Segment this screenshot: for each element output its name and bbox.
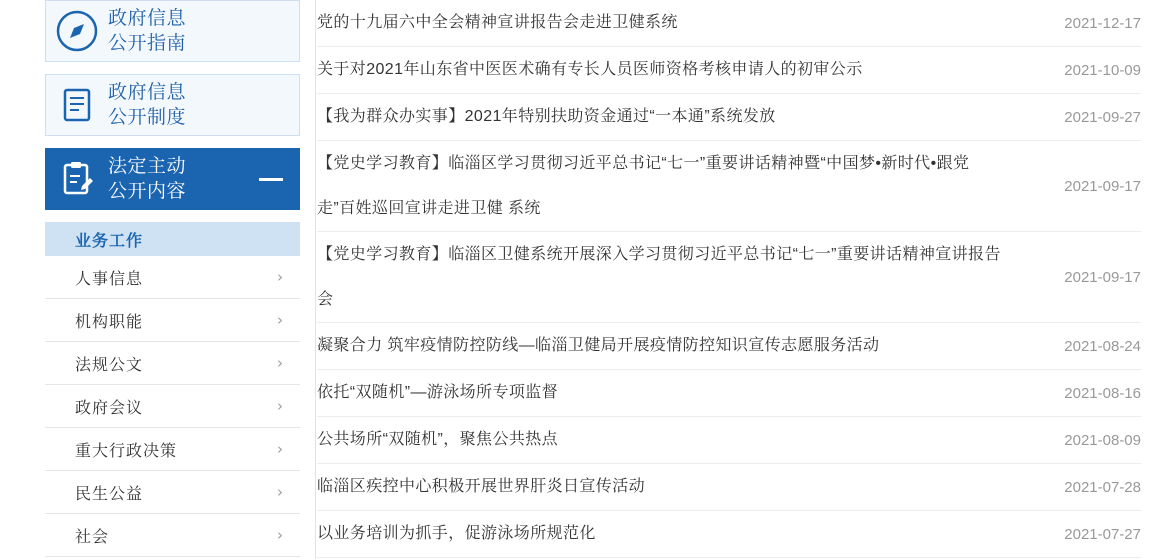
news-date: 2021-07-27 <box>1064 525 1141 543</box>
sidebar-card-content-line2: 公开内容 <box>108 181 187 202</box>
sidebar-item-public-welfare[interactable] <box>45 471 300 514</box>
sidebar-item-major-decisions-label: 重大行政决策 <box>75 442 178 460</box>
sidebar-card-content[interactable] <box>45 148 300 210</box>
list-item[interactable] <box>317 323 1141 370</box>
list-item[interactable] <box>317 511 1141 558</box>
chevron-right-icon: › <box>277 483 284 501</box>
chevron-right-icon: › <box>277 526 284 544</box>
news-date: 2021-09-17 <box>1064 177 1141 195</box>
news-title[interactable]: 凝聚合力 筑牢疫情防控防线—临淄卫健局开展疫情防控知识宣传志愿服务活动 <box>317 337 880 354</box>
list-item[interactable] <box>317 0 1141 47</box>
news-title[interactable]: 【党史学习教育】临淄区卫健系统开展深入学习贯彻习近平总书记“七一”重要讲话精神宣讲报告会 <box>317 246 1001 308</box>
sidebar-card-content-label <box>108 154 186 204</box>
compass-icon <box>46 1 108 61</box>
chevron-right-icon: › <box>277 354 284 372</box>
chevron-right-icon: › <box>277 440 284 458</box>
sidebar-item-personnel[interactable] <box>45 256 300 299</box>
sidebar-item-meetings[interactable] <box>45 385 300 428</box>
sidebar-item-regulations-label: 法规公文 <box>75 356 144 374</box>
sidebar-item-society[interactable] <box>45 514 300 557</box>
news-title[interactable]: 公共场所“双随机”，聚焦公共热点 <box>317 431 559 448</box>
sidebar-item-functions-label: 机构职能 <box>75 313 144 331</box>
clipboard-pen-icon <box>46 149 108 209</box>
sidebar-menu <box>45 256 300 557</box>
sidebar-item-meetings-label: 政府会议 <box>75 399 144 417</box>
sidebar-card-system-line2: 公开制度 <box>108 107 187 128</box>
news-title[interactable]: 党的十九届六中全会精神宣讲报告会走进卫健系统 <box>317 14 678 31</box>
news-date: 2021-12-17 <box>1064 14 1141 32</box>
news-date: 2021-09-27 <box>1064 108 1141 126</box>
sidebar-item-personnel-label: 人事信息 <box>75 270 144 288</box>
news-title[interactable]: 【我为群众办实事】2021年特别扶助资金通过“一本通”系统发放 <box>317 108 776 125</box>
list-item[interactable] <box>317 417 1141 464</box>
news-date: 2021-10-09 <box>1064 61 1141 79</box>
news-date: 2021-08-24 <box>1064 337 1141 355</box>
list-item[interactable] <box>317 370 1141 417</box>
sidebar-item-public-welfare-label: 民生公益 <box>75 485 144 503</box>
news-date: 2021-07-28 <box>1064 478 1141 496</box>
news-title[interactable]: 以业务培训为抓手，促游泳场所规范化 <box>317 525 596 542</box>
sidebar-card-guide-line2: 公开指南 <box>108 33 187 54</box>
chevron-right-icon: › <box>277 268 284 286</box>
chevron-right-icon: › <box>277 311 284 329</box>
list-item[interactable] <box>317 47 1141 94</box>
vertical-divider <box>315 0 316 559</box>
list-item[interactable] <box>317 94 1141 141</box>
list-item[interactable] <box>317 141 1141 232</box>
sidebar-card-system-label <box>108 80 186 130</box>
sidebar-card-guide-label <box>108 6 186 56</box>
chevron-right-icon: › <box>277 397 284 415</box>
sidebar-card-guide[interactable] <box>45 0 300 62</box>
sidebar-item-major-decisions[interactable] <box>45 428 300 471</box>
news-date: 2021-08-09 <box>1064 431 1141 449</box>
news-date: 2021-09-17 <box>1064 268 1141 286</box>
sidebar-card-system-line1: 政府信息 <box>108 82 187 103</box>
sidebar-card-content-line1: 法定主动 <box>108 156 187 177</box>
list-item[interactable] <box>317 232 1141 323</box>
sidebar-item-regulations[interactable] <box>45 342 300 385</box>
collapse-minus-icon[interactable] <box>259 178 283 181</box>
sidebar <box>0 0 300 557</box>
news-title[interactable]: 依托“双随机”—游泳场所专项监督 <box>317 384 559 401</box>
document-list-icon <box>46 75 108 135</box>
sidebar-card-system[interactable] <box>45 74 300 136</box>
news-date: 2021-08-16 <box>1064 384 1141 402</box>
sidebar-card-guide-line1: 政府信息 <box>108 8 187 29</box>
news-title[interactable]: 关于对2021年山东省中医医术确有专长人员医师资格考核申请人的初审公示 <box>317 61 863 78</box>
news-title[interactable]: 【党史学习教育】临淄区学习贯彻习近平总书记“七一”重要讲话精神暨“中国梦•新时代•跟党走”百姓巡回宣讲走进卫健 系统 <box>317 155 970 217</box>
list-item[interactable] <box>317 464 1141 511</box>
news-list <box>300 0 1159 558</box>
news-title[interactable]: 临淄区疾控中心积极开展世界肝炎日宣传活动 <box>317 478 646 495</box>
sidebar-item-functions[interactable] <box>45 299 300 342</box>
sidebar-subheading: 业务工作 <box>45 222 300 256</box>
sidebar-item-society-label: 社会 <box>75 528 110 546</box>
